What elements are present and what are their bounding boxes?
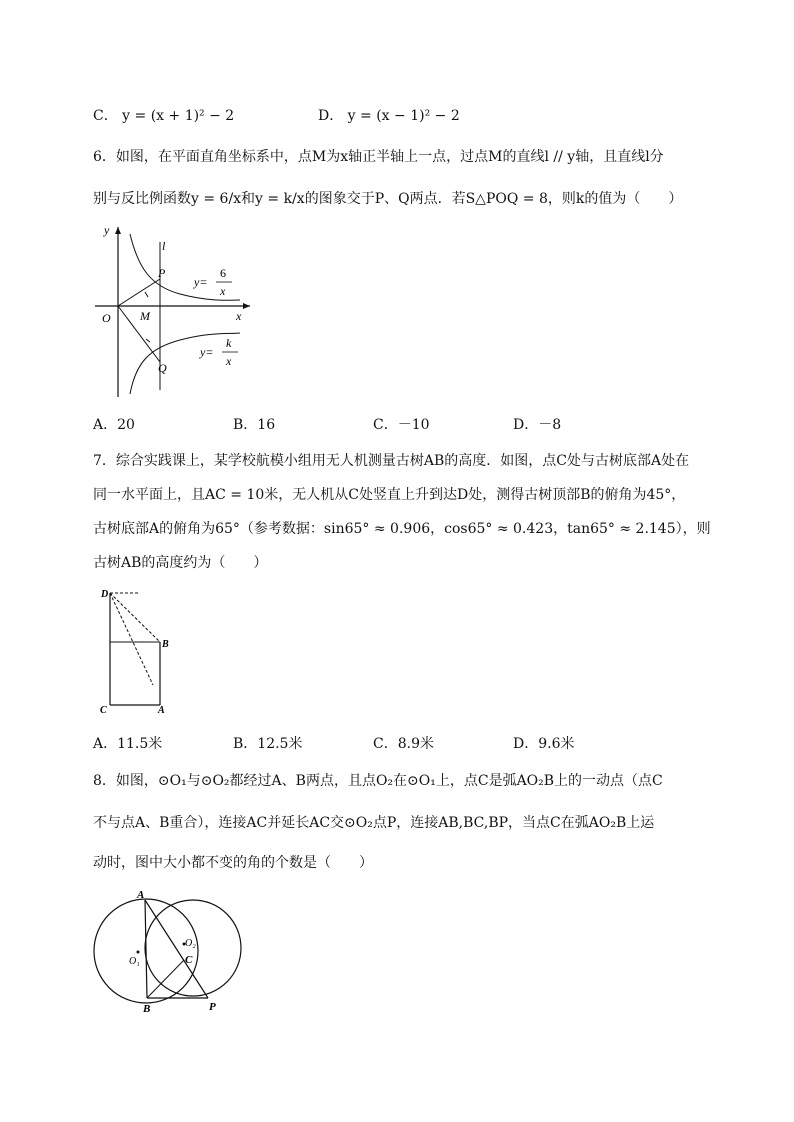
q8-line-1: 8．如图，⊙O₁与⊙O₂都经过A、B两点，且点O₂在⊙O₁上，点C是弧AO₂B上的一动点（点C [93,773,663,789]
sightline-db [110,593,160,642]
q6-line-2: 别与反比例函数y = 6/x和y = k/x的图象交于P、Q两点．若S△POQ = 8，则k的值为（ ） [93,191,683,207]
q8-line-3: 动时，图中大小都不变的角的个数是（ ） [93,855,373,871]
q7-figure [98,585,188,715]
c-label: C [100,705,107,715]
curve2-num: k [226,336,232,350]
q7-option-a: A．11.5米 [93,736,163,752]
o1-label: O₁ [129,956,140,967]
q-label: Q [158,361,167,375]
y-axis-arrow [115,227,121,234]
curve-k-over-x [130,333,240,394]
o2-label: O₂ [185,938,196,949]
tick-mark [145,292,148,297]
curve1-num: 6 [220,266,226,280]
segment-op [118,279,160,306]
curve2-y: y= [200,345,214,359]
origin-label: O [102,311,111,325]
center-o1 [137,951,140,954]
sightline-da [110,593,153,685]
q7-option-d: D．9.6米 [513,736,575,752]
b-label: B [143,1003,151,1015]
b-label: B [162,639,169,650]
q7-line-3: 古树底部A的俯角为65°（参考数据：sin65° ≈ 0.906，cos65° ≈ 0.423，tan65° ≈ 2.145），则 [93,521,711,537]
y-label: y [104,223,110,237]
a-label: A [158,705,165,715]
q7-line-4: 古树AB的高度约为（ ） [93,555,268,571]
a-label: A [137,889,145,901]
q6-option-d: D．－8 [513,417,562,433]
curve1-den: x [220,284,226,298]
q8-line-2: 不与点A、B重合），连接AC并延长AC交⊙O₂点P，连接AB,BC,BP，当点C在弧AO₂B上运 [93,815,655,831]
q7-line-2: 同一水平面上，且AC = 10米，无人机从C处竖直上升到达D处，测得古树顶部B的俯角为45°， [93,487,686,503]
q8-figure [93,888,253,1018]
tick-mark [146,339,150,342]
q6-option-a: A．20 [93,417,135,433]
x-axis-arrow [243,303,250,309]
q6-line-1: 6．如图，在平面直角坐标系中，点M为x轴正半轴上一点，过点M的直线l // y轴，且直线l分 [93,149,664,165]
q7-option-b: B．12.5米 [233,736,303,752]
p-label: P [158,266,166,280]
p-label: P [209,1001,216,1013]
x-label: x [236,309,242,323]
q6-option-c: C．－10 [373,417,430,433]
m-label: M [140,309,150,323]
l-label: l [162,239,166,253]
q7-line-1: 7．综合实践课上，某学校航模小组用无人机测量古树AB的高度．如图，点C处与古树底部A处在 [93,453,690,469]
q7-option-c: C．8.9米 [373,736,434,752]
q6-figure [90,222,260,402]
c-label: C [185,954,193,966]
q6-option-b: B．16 [233,417,276,433]
curve2-den: x [226,354,232,368]
d-label: D [101,589,109,600]
option-c-prev: C． y = (x + 1)² − 2 [93,108,235,124]
segment-oq [118,306,160,362]
curve1-y: y= [194,275,208,289]
option-d-prev: D． y = (x − 1)² − 2 [318,108,460,124]
